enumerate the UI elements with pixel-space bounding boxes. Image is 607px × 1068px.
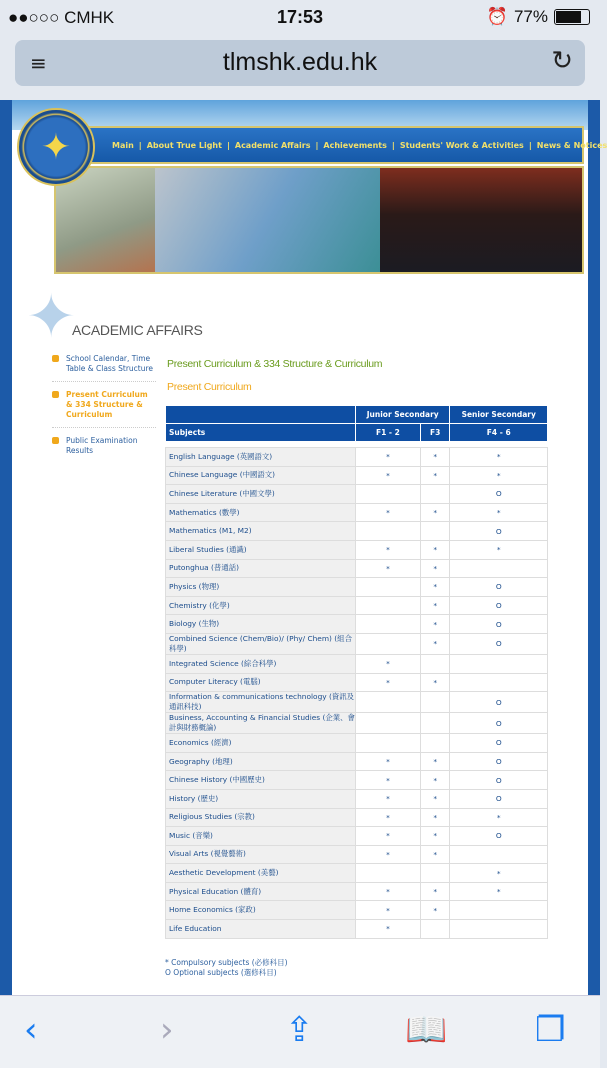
subject-cell: Chemistry (化學) <box>166 596 356 615</box>
mark-cell: * <box>420 448 450 467</box>
subject-cell: Physical Education (體育) <box>166 882 356 901</box>
mark-cell: * <box>420 808 450 827</box>
page-title: Present Curriculum & 334 Structure & Curriculum <box>167 358 383 370</box>
mark-cell: * <box>420 466 450 485</box>
banner-photos <box>54 166 584 274</box>
page-subtitle: Present Curriculum <box>167 381 252 393</box>
browser-toolbar <box>0 995 600 1068</box>
tabs-icon[interactable]: ❐ <box>535 1010 566 1050</box>
subject-cell: Chinese Language (中國語文) <box>166 466 356 485</box>
subject-cell: Music (音樂) <box>166 827 356 846</box>
nav-separator: | <box>315 140 319 150</box>
mark-cell: * <box>356 673 421 692</box>
mark-cell: O <box>450 734 548 753</box>
table-row <box>166 789 548 808</box>
bookmarks-icon[interactable]: 📖 <box>405 1010 448 1050</box>
mark-cell: * <box>356 920 421 939</box>
mark-cell <box>356 522 421 541</box>
compass-star-icon: ✦ <box>26 282 77 352</box>
battery-percent: 77% <box>513 7 548 26</box>
curriculum-table <box>165 405 548 939</box>
mark-cell <box>356 578 421 597</box>
table-row <box>166 734 548 753</box>
mark-cell <box>356 633 421 654</box>
subject-cell: Computer Literacy (電腦) <box>166 673 356 692</box>
mark-cell <box>420 654 450 673</box>
mark-cell: * <box>356 540 421 559</box>
mark-cell <box>450 559 548 578</box>
mark-cell: * <box>420 615 450 634</box>
mark-cell: O <box>450 578 548 597</box>
mark-cell: * <box>420 540 450 559</box>
mark-cell: * <box>450 540 548 559</box>
mark-cell <box>420 920 450 939</box>
mark-cell <box>450 920 548 939</box>
mark-cell <box>450 845 548 864</box>
sidebar <box>52 354 156 471</box>
alarm-icon: ⏰ <box>486 7 508 26</box>
mark-cell: * <box>356 654 421 673</box>
subject-cell: History (歷史) <box>166 789 356 808</box>
mark-cell: O <box>450 752 548 771</box>
subject-cell: Aesthetic Development (美藝) <box>166 864 356 883</box>
mark-cell: O <box>450 633 548 654</box>
mark-cell <box>420 713 450 734</box>
mark-cell <box>420 692 450 713</box>
mark-cell: O <box>450 789 548 808</box>
battery-icon <box>554 9 590 25</box>
mark-cell: * <box>450 864 548 883</box>
clock: 17:53 <box>276 7 324 27</box>
mark-cell: * <box>450 466 548 485</box>
table-row <box>166 615 548 634</box>
mark-cell: * <box>356 448 421 467</box>
table-row <box>166 654 548 673</box>
nav-separator: | <box>226 140 230 150</box>
mark-cell: * <box>356 882 421 901</box>
mark-cell: * <box>356 827 421 846</box>
table-row <box>166 808 548 827</box>
table-row <box>166 920 548 939</box>
mark-cell: O <box>450 713 548 734</box>
mark-cell <box>356 864 421 883</box>
carrier: ●●○○○ CMHK <box>8 8 115 27</box>
subject-cell: Life Education <box>166 920 356 939</box>
mark-cell: O <box>450 692 548 713</box>
table-row <box>166 864 548 883</box>
mark-cell: O <box>450 771 548 790</box>
mark-cell: * <box>420 752 450 771</box>
mark-cell: * <box>420 559 450 578</box>
table-row <box>166 578 548 597</box>
table-row <box>166 485 548 504</box>
mark-cell <box>420 864 450 883</box>
subject-cell: Economics (經濟) <box>166 734 356 753</box>
sidebar-item[interactable] <box>52 390 156 428</box>
table-row <box>166 522 548 541</box>
mark-cell: * <box>420 789 450 808</box>
f1-2-header: F1 - 2 <box>356 424 421 442</box>
table-row <box>166 503 548 522</box>
mark-cell <box>450 654 548 673</box>
legend-optional: O Optional subjects (選修科目) <box>165 968 277 977</box>
mark-cell: * <box>420 673 450 692</box>
nav-link[interactable]: Students' Work & Activities <box>399 140 524 150</box>
mark-cell: * <box>450 808 548 827</box>
mark-cell: * <box>356 752 421 771</box>
sidebar-item[interactable] <box>52 436 156 463</box>
bullet-icon <box>52 437 59 444</box>
mark-cell: * <box>356 771 421 790</box>
mark-cell: * <box>420 771 450 790</box>
junior-secondary-header: Junior Secondary <box>356 406 450 424</box>
subject-cell: Geography (地理) <box>166 752 356 771</box>
table-row <box>166 713 548 734</box>
mark-cell: O <box>450 827 548 846</box>
mark-cell: * <box>356 466 421 485</box>
subject-cell: Business, Accounting & Financial Studies (企業、會計與財務概論) <box>166 713 356 734</box>
f4-6-header: F4 - 6 <box>450 424 548 442</box>
mark-cell <box>356 615 421 634</box>
main-nav <box>54 126 607 164</box>
subject-cell: Chinese Literature (中國文學) <box>166 485 356 504</box>
subjects-header: Subjects <box>166 424 356 442</box>
table-row <box>166 882 548 901</box>
address-bar[interactable] <box>15 40 585 86</box>
table-row <box>166 540 548 559</box>
mark-cell: * <box>420 845 450 864</box>
mark-cell: * <box>420 578 450 597</box>
mark-cell <box>356 734 421 753</box>
reload-icon[interactable]: ↻ <box>551 46 573 76</box>
mark-cell: * <box>420 882 450 901</box>
table-row <box>166 466 548 485</box>
mark-cell: O <box>450 596 548 615</box>
reader-icon[interactable]: ≡ <box>30 51 47 75</box>
bullet-icon <box>52 391 59 398</box>
forward-icon[interactable]: › <box>160 1010 174 1050</box>
share-icon[interactable]: ⇪ <box>285 1010 314 1050</box>
mark-cell: O <box>450 522 548 541</box>
bullet-icon <box>52 355 59 362</box>
sidebar-item-label: School Calendar, Time Table & Class Structure <box>66 354 154 373</box>
sidebar-item[interactable] <box>52 354 156 382</box>
subject-cell: Visual Arts (視覺藝術) <box>166 845 356 864</box>
mark-cell <box>420 522 450 541</box>
mark-cell: * <box>356 845 421 864</box>
nav-link[interactable]: About True Light <box>146 140 222 150</box>
table-row <box>166 901 548 920</box>
subject-cell: Combined Science (Chem/Bio)/ (Phy/ Chem) (組合科學) <box>166 633 356 654</box>
table-row <box>166 692 548 713</box>
sidebar-item-label: Present Curriculum & 334 Structure & Curriculum <box>66 390 148 419</box>
table-row <box>166 827 548 846</box>
nav-separator: | <box>528 140 532 150</box>
mark-cell <box>420 485 450 504</box>
mark-cell: * <box>420 633 450 654</box>
legend-compulsory: * Compulsory subjects (必修科目) <box>165 958 288 967</box>
nav-separator: | <box>138 140 142 150</box>
subject-cell: Integrated Science (綜合科學) <box>166 654 356 673</box>
nav-link[interactable]: Main <box>112 140 134 150</box>
mark-cell: * <box>356 808 421 827</box>
mark-cell: * <box>420 503 450 522</box>
sidebar-item-label: Public Examination Results <box>66 436 138 455</box>
mark-cell: * <box>356 503 421 522</box>
subject-cell: Biology (生物) <box>166 615 356 634</box>
table-row <box>166 559 548 578</box>
table-row <box>166 448 548 467</box>
mark-cell <box>420 734 450 753</box>
nav-separator: | <box>391 140 395 150</box>
subject-cell: Information & communications technology (資訊及通訊科技) <box>166 692 356 713</box>
table-row <box>166 771 548 790</box>
mark-cell: * <box>450 448 548 467</box>
mark-cell <box>450 673 548 692</box>
subject-cell: Putonghua (普通話) <box>166 559 356 578</box>
table-row <box>166 845 548 864</box>
mark-cell: * <box>450 882 548 901</box>
mark-cell: * <box>420 827 450 846</box>
mark-cell <box>450 901 548 920</box>
subject-cell: Mathematics (M1, M2) <box>166 522 356 541</box>
mark-cell <box>356 596 421 615</box>
subject-cell: Liberal Studies (通識) <box>166 540 356 559</box>
mark-cell: * <box>420 901 450 920</box>
nav-link[interactable]: Academic Affairs <box>234 140 311 150</box>
web-page <box>0 100 607 995</box>
mark-cell <box>356 692 421 713</box>
mark-cell: * <box>356 901 421 920</box>
senior-secondary-header: Senior Secondary <box>450 406 548 424</box>
section-heading: ACADEMIC AFFAIRS <box>72 322 203 338</box>
subject-cell: Home Economics (家政) <box>166 901 356 920</box>
mark-cell <box>356 485 421 504</box>
subject-cell: Chinese History (中國歷史) <box>166 771 356 790</box>
mark-cell: O <box>450 615 548 634</box>
school-logo[interactable]: ✦ <box>17 108 95 186</box>
mark-cell: * <box>420 596 450 615</box>
table-row <box>166 596 548 615</box>
mark-cell: * <box>356 789 421 808</box>
subject-cell: Religious Studies (宗教) <box>166 808 356 827</box>
url-text[interactable]: tlmshk.edu.hk <box>222 48 378 76</box>
table-row <box>166 752 548 771</box>
subject-cell: English Language (英國語文) <box>166 448 356 467</box>
f3-header: F3 <box>420 424 450 442</box>
back-icon[interactable]: ‹ <box>24 1010 38 1050</box>
mark-cell: * <box>450 503 548 522</box>
status-bar <box>0 0 600 36</box>
mark-cell <box>356 713 421 734</box>
table-row <box>166 673 548 692</box>
subject-cell: Mathematics (數學) <box>166 503 356 522</box>
legend <box>165 958 288 978</box>
table-row <box>166 633 548 654</box>
nav-link[interactable]: News & Notices <box>536 140 607 150</box>
mark-cell: * <box>356 559 421 578</box>
mark-cell: O <box>450 485 548 504</box>
nav-link[interactable]: Achievements <box>323 140 387 150</box>
subject-cell: Physics (物理) <box>166 578 356 597</box>
